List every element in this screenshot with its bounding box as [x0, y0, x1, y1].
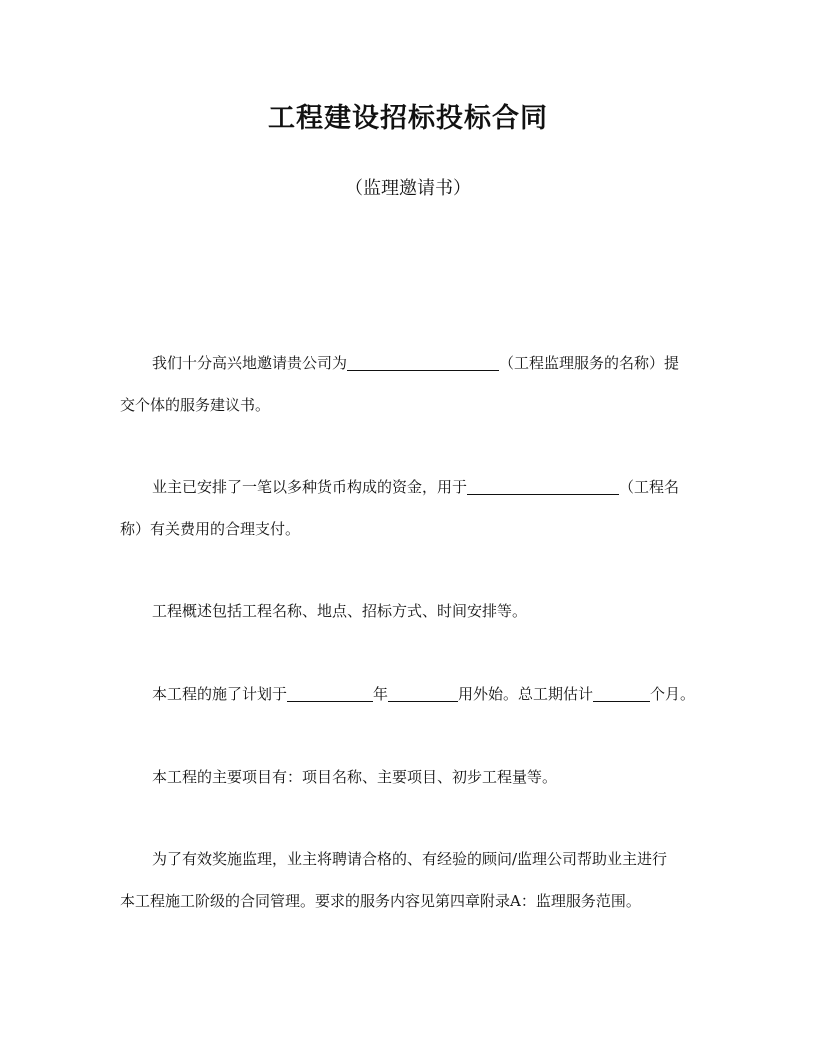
fill-in-blank-duration[interactable]: [593, 683, 650, 702]
fill-in-blank-month[interactable]: [388, 683, 458, 702]
paragraph-line: 工程概述包括工程名称、地点、招标方式、时间安排等。: [152, 602, 528, 620]
paragraph-funding: [120, 466, 720, 550]
paragraph-line: [120, 466, 720, 508]
paragraph-line: [120, 342, 720, 384]
paragraph-line: 为了有效奖施监理，业主将聘请合格的、有经验的顾问/监理公司帮助业主进行: [152, 850, 668, 868]
text-fragment: 我们十分高兴地邀请贵公司为: [152, 354, 348, 372]
paragraph-supervision: [120, 838, 720, 922]
paragraph-overview: [120, 590, 720, 632]
text-fragment: （工程监理服务的名称）提: [499, 354, 680, 372]
text-fragment: （工程名: [619, 478, 680, 496]
text-fragment: 本工程的施了计划于: [152, 685, 288, 703]
paragraph-line: 称）有关费用的合理支付。: [120, 520, 301, 538]
document-title: 工程建设招标投标合同: [268, 103, 548, 134]
fill-in-blank-project-name[interactable]: [467, 476, 619, 495]
paragraph-line: 本工程施工阶级的合同管理。要求的服务内容见第四章附录A：监理服务范围。: [120, 892, 641, 910]
paragraph-line: 本工程的主要项目有：项目名称、主要项目、初步工程量等。: [152, 768, 558, 786]
text-fragment: 年: [373, 685, 389, 703]
paragraph-schedule: [120, 673, 720, 715]
text-fragment: 业主已安排了一笔以多种货币构成的资金，用于: [152, 478, 468, 496]
fill-in-blank-service-name[interactable]: [347, 352, 499, 371]
paragraph-invitation: [120, 342, 720, 426]
text-fragment: 用外始。总工期估计: [458, 685, 594, 703]
paragraph-line: 交个体的服务建议书。: [120, 396, 271, 414]
text-fragment: 个月。: [650, 685, 696, 703]
fill-in-blank-year[interactable]: [287, 683, 373, 702]
document-subtitle: （监理邀请书）: [345, 178, 471, 199]
paragraph-line: [120, 673, 720, 715]
paragraph-main-items: [120, 756, 720, 798]
